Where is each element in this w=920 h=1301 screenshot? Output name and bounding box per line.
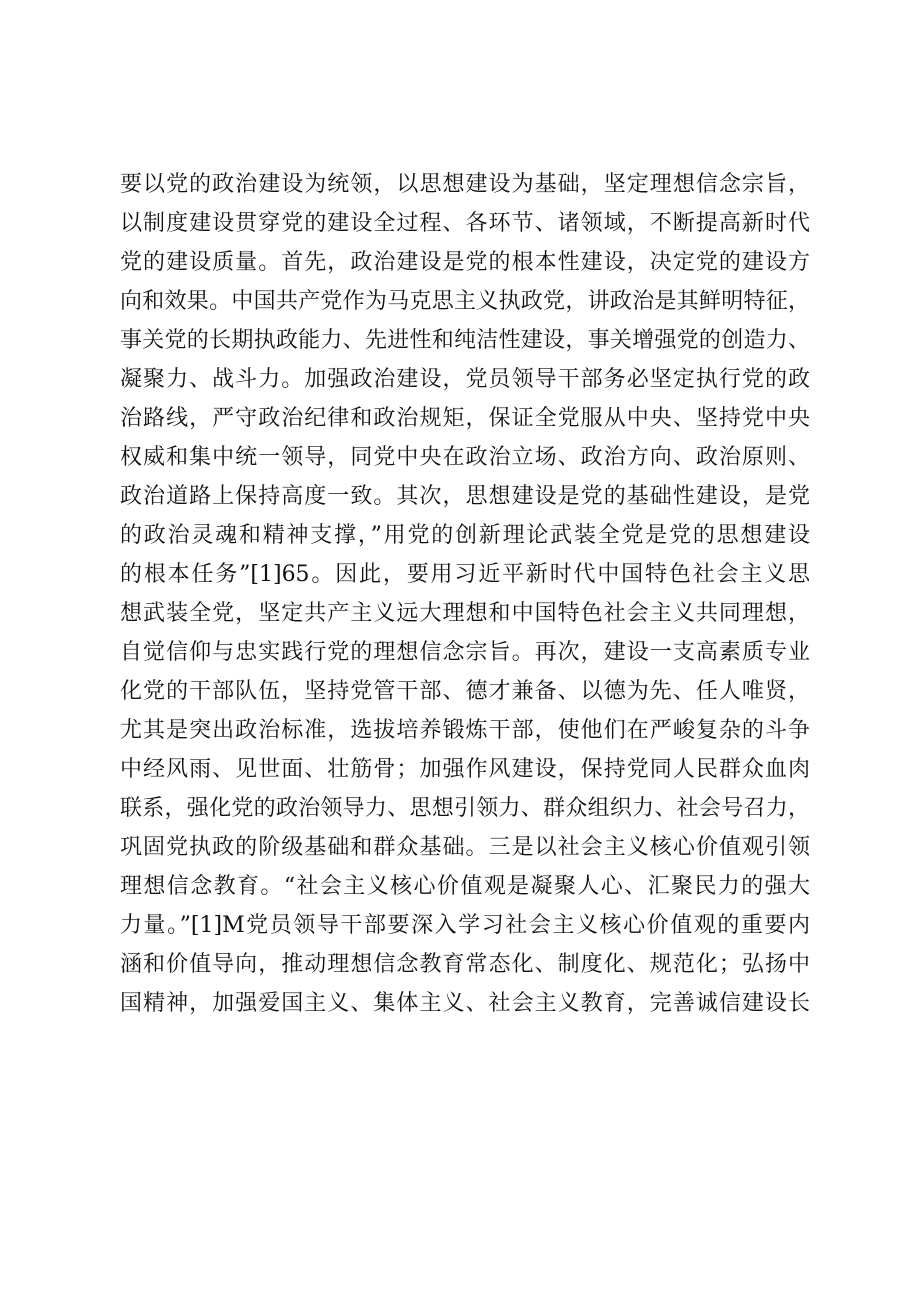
text-line: 化党的干部队伍，坚持党管干部、德才兼备、以德为先、任人唯贤， — [120, 679, 810, 704]
text-line: 力量。”[1]M党员领导干部要深入学习社会主义核心价值观的重要内 — [120, 913, 810, 938]
text-line: 想武装全党，坚定共产主义远大理想和中国特色社会主义共同理想， — [120, 601, 810, 626]
text-line: 的根本任务”[1]65。因此，要用习近平新时代中国特色社会主义思 — [120, 562, 810, 587]
text-line: 要以党的政治建设为统领，以思想建设为基础，坚定理想信念宗旨， — [120, 172, 810, 197]
text-line: 事关党的长期执政能力、先进性和纯洁性建设，事关增强党的创造力、 — [120, 328, 810, 353]
text-line: 自觉信仰与忠实践行党的理想信念宗旨。再次，建设一支高素质专业 — [120, 640, 810, 665]
text-line: 政治道路上保持高度一致。其次，思想建设是党的基础性建设，是党 — [120, 484, 810, 509]
text-line: 巩固党执政的阶级基础和群众基础。三是以社会主义核心价值观引领 — [120, 835, 810, 860]
text-line: 权威和集中统一领导，同党中央在政治立场、政治方向、政治原则、 — [120, 445, 810, 470]
text-line: 向和效果。中国共产党作为马克思主义执政党，讲政治是其鲜明特征， — [120, 289, 810, 314]
text-line: 党的建设质量。首先，政治建设是党的根本性建设，决定党的建设方 — [120, 250, 810, 275]
text-line: 尤其是突出政治标准，选拔培养锻炼干部，使他们在严峻复杂的斗争 — [120, 718, 810, 743]
text-line: 以制度建设贯穿党的建设全过程、各环节、诸领域，不断提高新时代 — [120, 211, 810, 236]
text-line: 凝聚力、战斗力。加强政治建设，党员领导干部务必坚定执行党的政 — [120, 367, 810, 392]
text-line: 中经风雨、见世面、壮筋骨；加强作风建设，保持党同人民群众血肉 — [120, 757, 810, 782]
text-line: 理想信念教育。“社会主义核心价值观是凝聚人心、汇聚民力的强大 — [120, 874, 810, 899]
body-paragraph — [120, 165, 810, 1023]
text-line: 治路线，严守政治纪律和政治规矩，保证全党服从中央、坚持党中央 — [120, 406, 810, 431]
text-line: 涵和价值导向，推动理想信念教育常态化、制度化、规范化；弘扬中 — [120, 952, 810, 977]
text-line: 国精神，加强爱国主义、集体主义、社会主义教育，完善诚信建设长 — [120, 991, 810, 1016]
text-line: 联系，强化党的政治领导力、思想引领力、群众组织力、社会号召力， — [120, 796, 810, 821]
text-line: 的政治灵魂和精神支撑，”用党的创新理论武装全党是党的思想建设 — [120, 523, 810, 548]
